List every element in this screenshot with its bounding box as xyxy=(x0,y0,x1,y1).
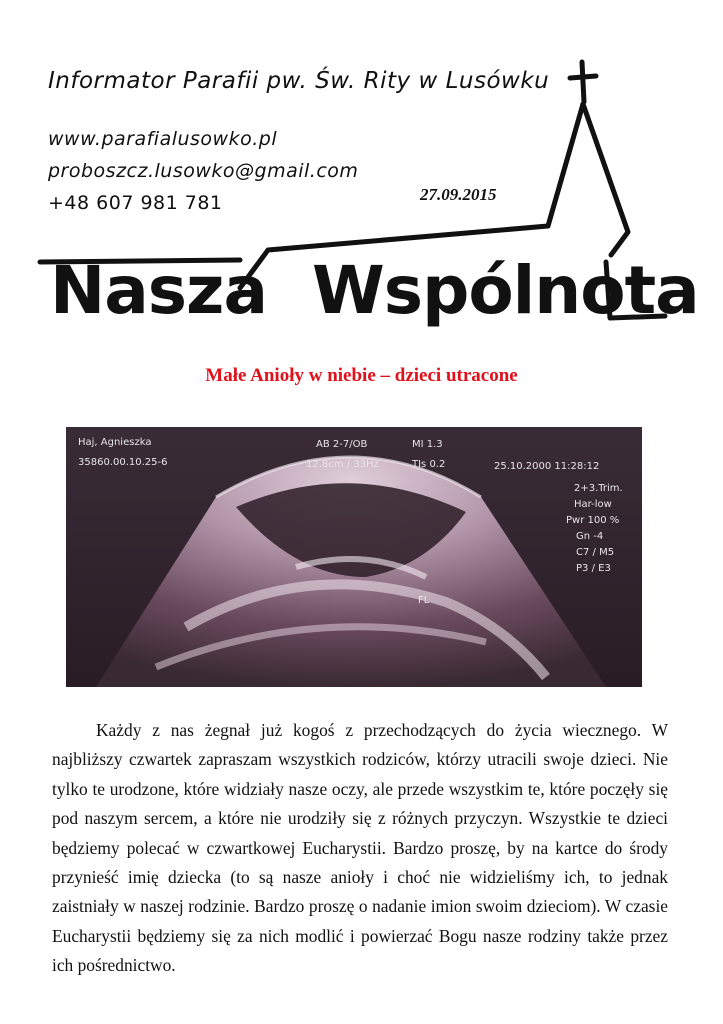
us-setting-4: Gn -4 xyxy=(576,531,604,542)
email-link[interactable]: proboszcz.lusowko@gmail.com xyxy=(48,160,359,182)
article-body xyxy=(52,716,668,981)
brand-word-2: Wspólnota xyxy=(312,252,699,329)
us-tis: TIs 0.2 xyxy=(412,459,446,470)
brand-word-1: Nasza xyxy=(50,252,268,329)
us-patient-id: 35860.00.10.25-6 xyxy=(78,457,168,468)
us-setting-5: C7 / M5 xyxy=(576,547,615,558)
us-setting-1: 2+3.Trim. xyxy=(574,483,623,494)
us-depth: 12.8cm / 33Hz xyxy=(306,459,379,470)
us-datetime: 25.10.2000 11:28:12 xyxy=(494,461,600,472)
article-title: Małe Anioły w niebie – dzieci utracone xyxy=(205,365,518,386)
masthead xyxy=(0,0,723,345)
us-patient: Haj, Agnieszka xyxy=(78,437,152,448)
ultrasound-photo xyxy=(66,427,642,687)
article-paragraph: Każdy z nas żegnał już kogoś z przechodzących do życia wiecznego. W najbliższy czwartek zapraszam wszystkich rodziców, którzy utracili swoje dzieci. Nie tylko te urodzone, które widziały nasze oczy, ale przede wszystkim te, które poczęły się pod naszym sercem, a które nie urodziły się z różnych przyczyn. Wszystkie te dzieci będziemy polecać w czwartkowej Eucharystii. Bardzo proszę, by na kartce do środy przynieść imię dziecka (to są nasze anioły i choć nie widzieliśmy ich, to jednak zaistniały w naszej rodzinie. Bardzo proszę o nadanie imion swoim dzieciom). W czasie Eucharystii będziemy się za nich modlić i powierzać Bogu nasze rodziny także przez ich pośrednictwo. xyxy=(52,720,668,976)
ultrasound-image xyxy=(66,427,642,687)
phone-number: +48 607 981 781 xyxy=(48,192,223,214)
us-marker: FL xyxy=(418,595,430,606)
us-setting-6: P3 / E3 xyxy=(576,563,611,574)
us-probe: AB 2-7/OB xyxy=(316,439,368,450)
us-setting-2: Har-low xyxy=(574,499,612,510)
bulletin-title: Informator Parafii pw. Św. Rity w Lusówku xyxy=(48,68,550,94)
issue-date: 27.09.2015 xyxy=(420,185,497,204)
website-link[interactable]: www.parafialusowko.pl xyxy=(48,128,278,150)
us-mi: MI 1.3 xyxy=(412,439,443,450)
us-setting-3: Pwr 100 % xyxy=(566,515,620,526)
